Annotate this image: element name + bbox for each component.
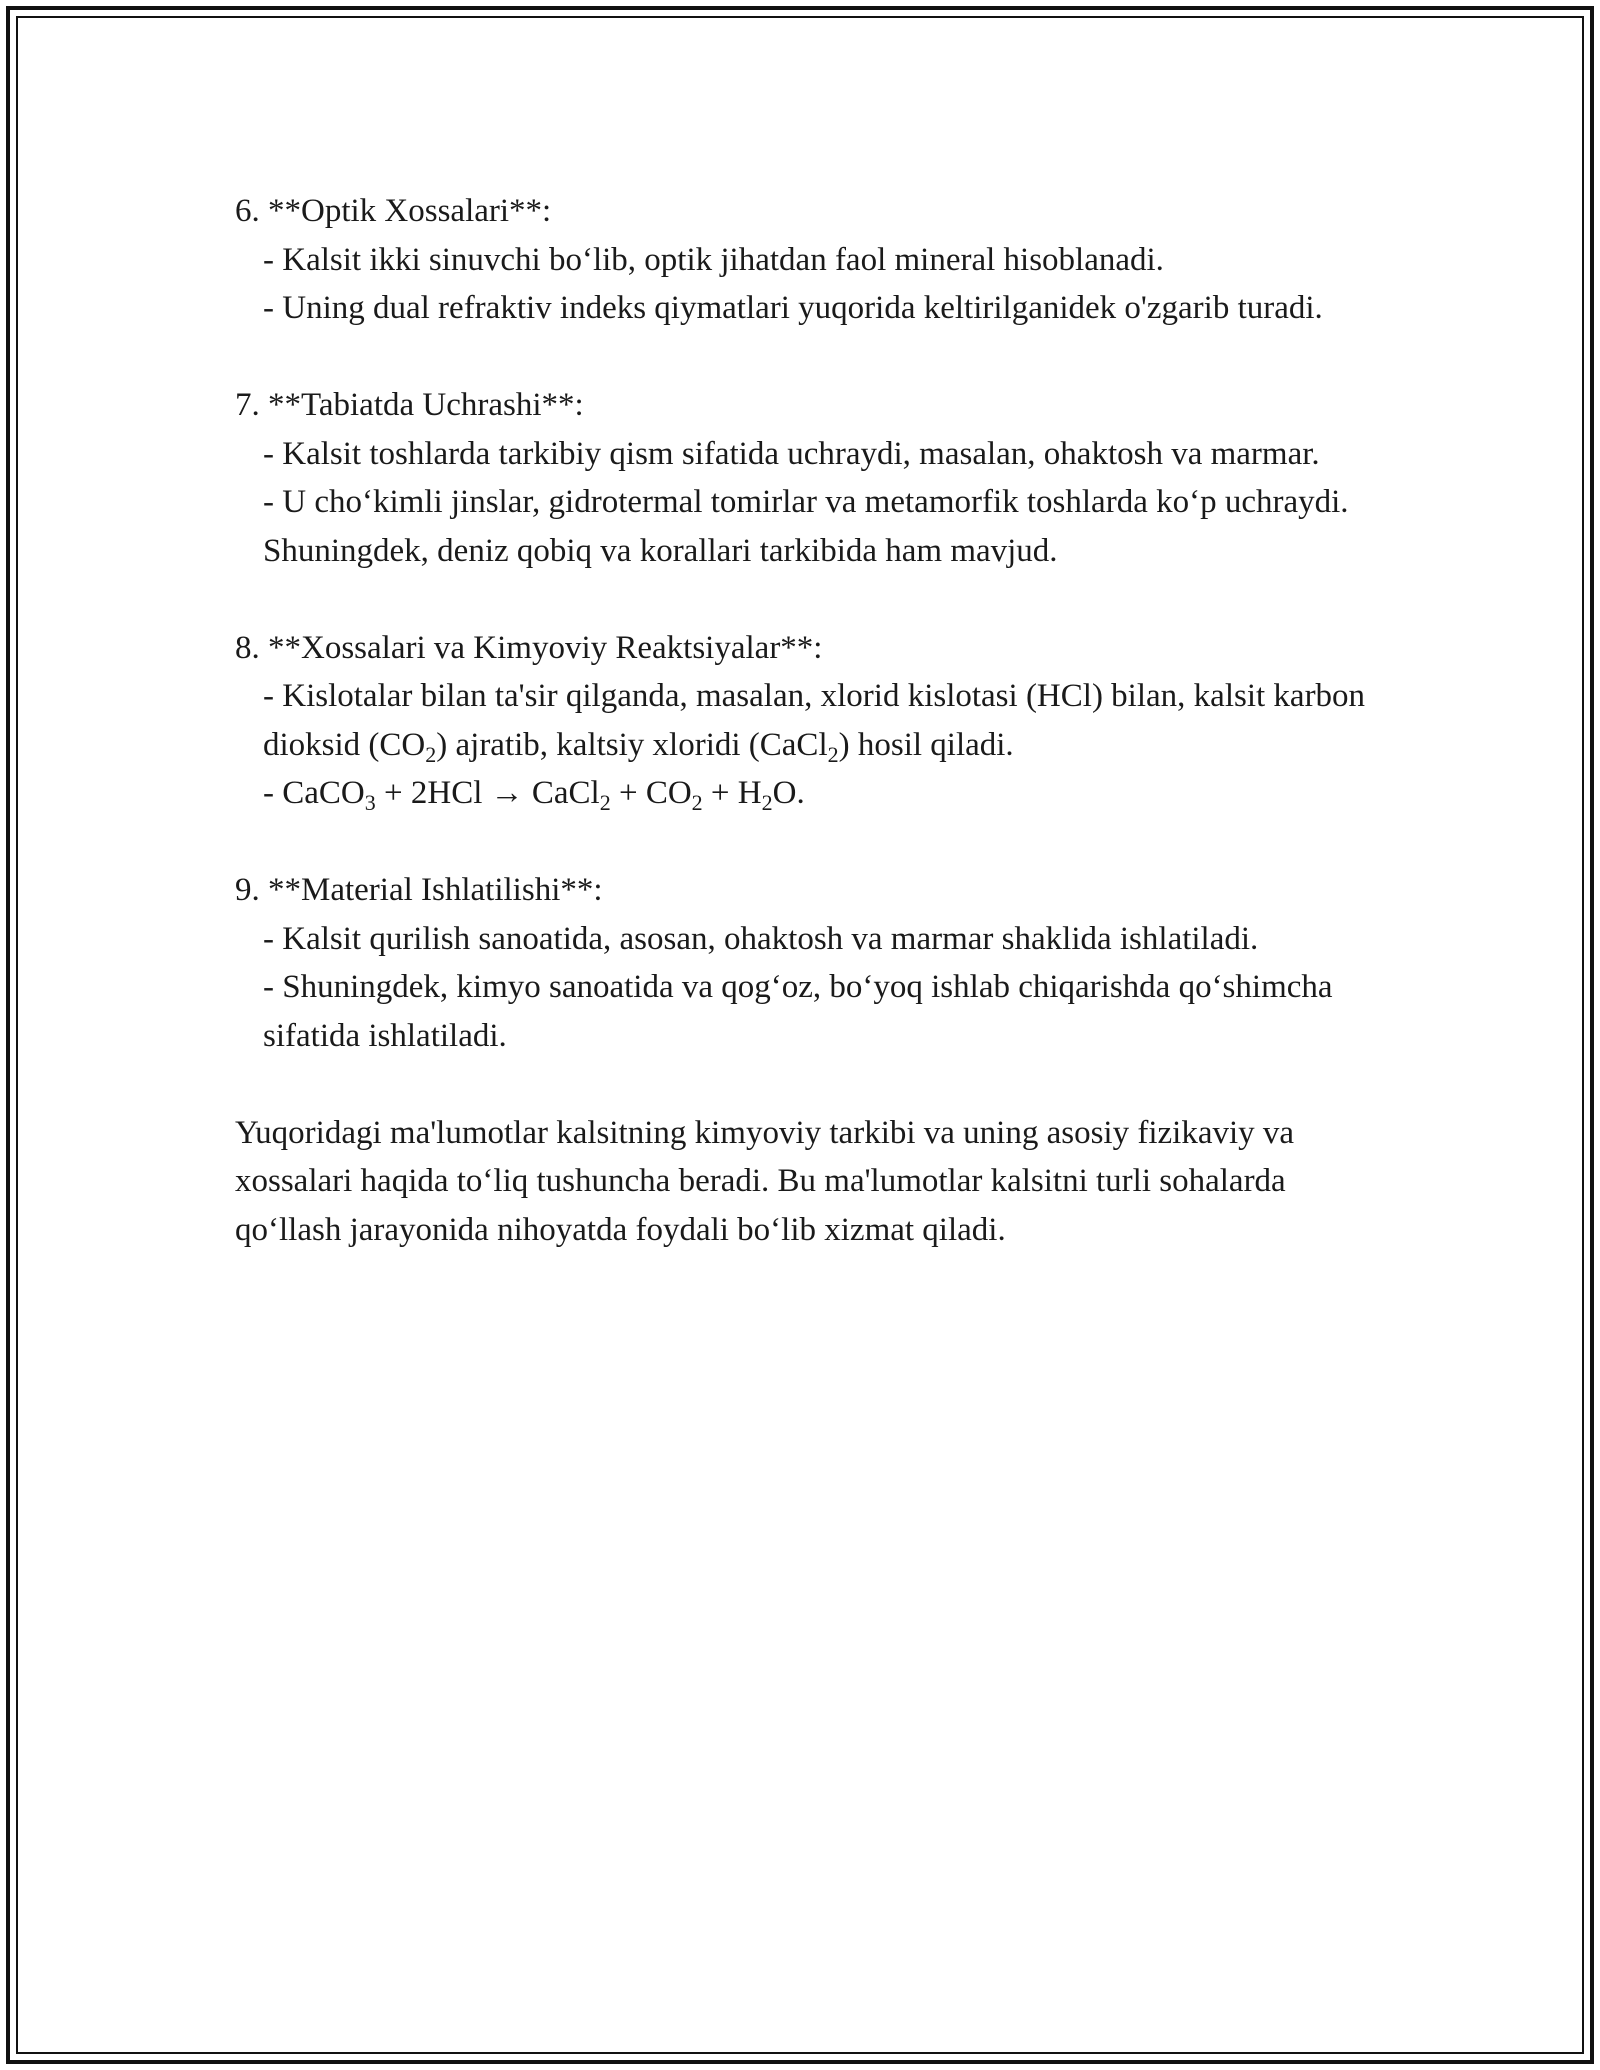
section-heading: 7. **Tabiatda Uchrashi**: — [235, 387, 584, 423]
conclusion-text: Yuqoridagi ma'lumotlar kalsitning kimyoviy tarkibi va uning asosiy fizikaviy va xossalari haqida to‘liq tushuncha beradi. Bu ma'lumotlar kalsitni turli sohalarda qo‘llash jarayonida nihoyatda foydali bo‘lib xizmat qiladi. — [235, 1114, 1303, 1248]
equation-text: + CO — [610, 775, 692, 811]
section-heading: 9. **Material Ishlatilishi**: — [235, 872, 603, 908]
document-body — [235, 187, 1375, 1303]
list-item — [235, 672, 1375, 769]
equation-text: + 2HCl → CaCl — [375, 775, 600, 811]
chemical-equation — [235, 769, 1375, 818]
equation-text: O. — [772, 775, 805, 811]
subscript: 2 — [691, 790, 703, 815]
section-heading: 8. **Xossalari va Kimyoviy Reaktsiyalar**: — [235, 629, 823, 666]
subscript: 2 — [761, 790, 773, 815]
equation-text: + H — [702, 775, 762, 811]
section-heading: 6. **Optik Xossalari**: — [235, 193, 552, 229]
equation-text: - CaCO — [263, 775, 365, 811]
item-text: ) ajratib, kaltsiy xloridi (CaCl — [436, 726, 828, 763]
list-item: - Kalsit qurilish sanoatida, asosan, ohaktosh va marmar shaklida ishlatiladi. — [263, 920, 1259, 957]
conclusion-paragraph — [235, 1109, 1375, 1255]
subscript: 3 — [364, 790, 376, 815]
section-material-ishlatilishi — [235, 866, 1375, 1060]
section-optik-xossalari — [235, 187, 1375, 333]
section-tabiatda-uchrashi — [235, 381, 1375, 575]
subscript: 2 — [425, 741, 437, 767]
list-item: - Kalsit ikki sinuvchi bo‘lib, optik jihatdan faol mineral hisoblanadi. — [263, 241, 1164, 278]
subscript: 2 — [827, 741, 839, 767]
subscript: 2 — [599, 790, 611, 815]
section-xossalari-reaktsiyalar — [235, 624, 1375, 818]
list-item: - Shuningdek, kimyo sanoatida va qog‘oz, bo‘yoq ishlab chiqarishda qo‘shimcha sifatida ishlatiladi. — [263, 969, 1341, 1054]
item-text: ) hosil qiladi. — [838, 726, 1014, 763]
list-item: - Uning dual refraktiv indeks qiymatlari yuqorida keltirilganidek o'zgarib turadi. — [263, 290, 1323, 326]
list-item: - U cho‘kimli jinslar, gidrotermal tomirlar va metamorfik toshlarda ko‘p uchraydi. Shuningdek, deniz qobiq va korallari tarkibida ham mavjud. — [263, 484, 1357, 569]
list-item: - Kalsit toshlarda tarkibiy qism sifatida uchraydi, masalan, ohaktosh va marmar. — [263, 435, 1320, 472]
item-text: - Kislotalar bilan ta'sir qilganda, masalan, xlorid kislotasi (HCl) bilan, kalsit karbon dioksid (CO — [263, 678, 1374, 763]
